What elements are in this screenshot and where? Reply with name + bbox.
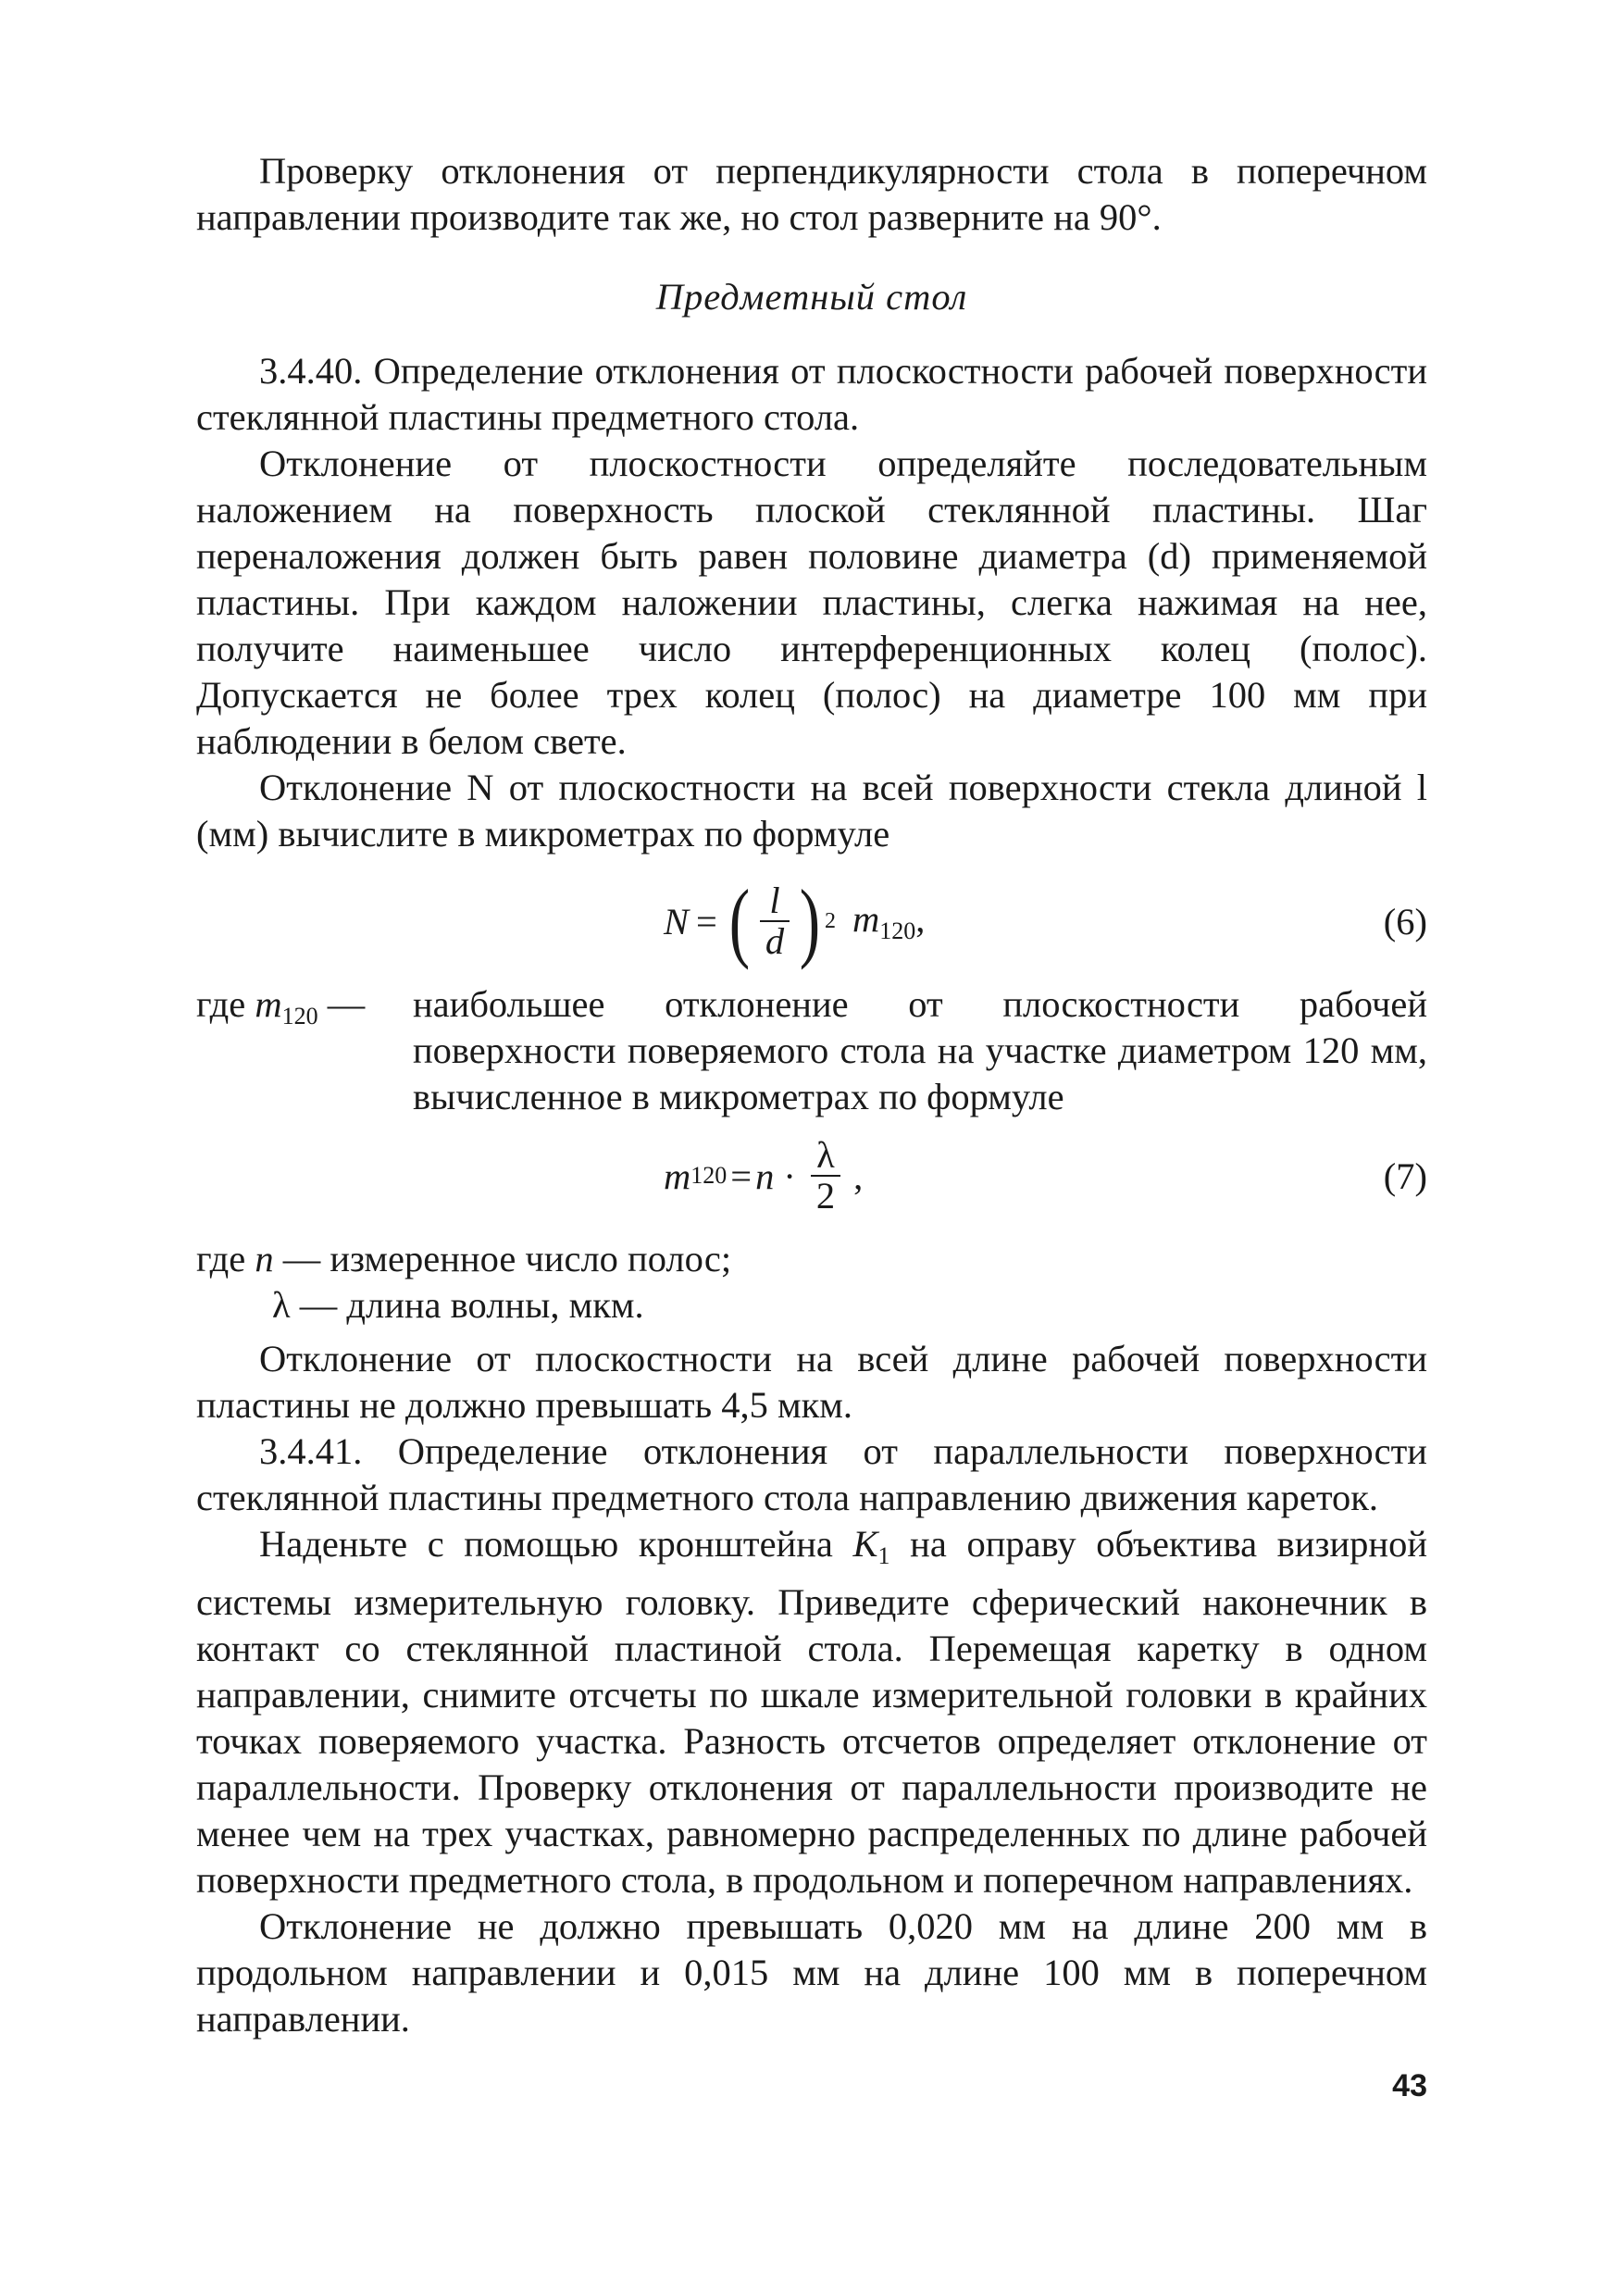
flatness-paragraph-1: Отклонение от плоскостности определяйте последовательным наложением на поверхность плоской стеклянной пластины. Шаг переналожения должен быть равен половине диаметра (d) применяемой пластины. При каждом наложении пластины, слегка нажимая на нее, получите наименьшее число интерференционных колец (полос). Допускается не более трех колец (полос) на диаметре 100 мм при наблюдении в белом свете. xyxy=(196,443,1427,762)
clause-3-4-40: 3.4.40. Определение отклонения от плоскостности рабочей поверхности стеклянной пластины предметного стола. xyxy=(196,350,1427,438)
formula-6-m: m xyxy=(852,898,880,940)
where-m120-label: где $m_{120}$ — xyxy=(196,983,366,1029)
formula-7-dot: · xyxy=(783,1154,796,1197)
formula-6-frac-bottom: d xyxy=(760,920,790,961)
formula-7-m-sub: 120 xyxy=(690,1162,728,1189)
page-number: 43 xyxy=(1392,2068,1427,2103)
formula-6-fraction xyxy=(760,881,790,961)
formula-7-frac-bottom: 2 xyxy=(811,1175,840,1216)
formula-6 xyxy=(196,866,1427,977)
formula-6-power: 2 xyxy=(825,908,837,933)
formula-7-eq: = xyxy=(730,1154,753,1197)
intro-paragraph: Проверку отклонения от перпендикулярности стола в поперечном направлении производите так же, но стол разверните на 90°. xyxy=(196,150,1427,238)
formula-6-frac-top: l xyxy=(769,880,780,921)
formula-6-tail: , xyxy=(915,898,926,940)
parallelism-paragraph-2: Отклонение не должно превышать 0,020 мм на длине 200 мм в продольном направлении и 0,015 мм на длине 100 мм в поперечном направлении. xyxy=(196,1905,1427,2040)
formula-6-number: (6) xyxy=(1383,900,1427,942)
flatness-paragraph-2: Отклонение N от плоскостности на всей поверхности стекла длиной l (мм) вычислите в микрометрах по формуле xyxy=(196,767,1427,855)
parallelism-paragraph-1: Наденьте с помощью кронштейна $K_1$ на оправу объектива визирной системы измерительную головку. Приведите сферический наконечник в контакт со стеклянной пластиной стола. Перемещая каретку в одном направлении, снимите отсчеты по шкале измерительной головки в крайних точках поверяемого участка. Разность отсчетов определяет отклонение от параллельности. Проверку отклонения от параллельности производите не менее чем на трех участках, равномерно распределенных по длине рабочей поверхности предметного стола, в продольном и поперечном направлениях. xyxy=(196,1523,1427,1901)
formula-7 xyxy=(196,1120,1427,1231)
where-n-lambda xyxy=(196,1236,731,1329)
flatness-paragraph-3: Отклонение от плоскостности на всей длине рабочей поверхности пластины не должно превышать 4,5 мкм. xyxy=(196,1338,1427,1426)
where-n-line: где n — измеренное число полос; xyxy=(196,1238,732,1279)
formula-7-fraction xyxy=(811,1136,840,1216)
formula-6-open-paren: ( xyxy=(728,871,751,970)
formula-7-m: m xyxy=(664,1154,691,1197)
where-lambda-line: λ — длина волны, мкм. xyxy=(272,1284,644,1326)
formula-6-eq: = xyxy=(696,900,717,942)
formula-7-tail: , xyxy=(853,1154,864,1197)
formula-7-n: n xyxy=(755,1154,775,1197)
where-m120-text: наибольшее отклонение от плоскостности рабочей поверхности поверяемого стола на участке диаметром 120 мм, вычисленное в микрометрах по формуле xyxy=(413,983,1427,1117)
formula-6-close-paren: ) xyxy=(799,871,821,970)
formula-6-m-sub: 120 xyxy=(879,917,916,944)
formula-7-frac-top: λ xyxy=(816,1134,835,1176)
formula-6-lhs: N xyxy=(664,900,690,942)
text-block-top xyxy=(196,148,1427,857)
text-block-bottom xyxy=(196,1336,1427,2042)
formula-7-number: (7) xyxy=(1383,1154,1427,1197)
section-heading: Предметный стол xyxy=(655,276,968,318)
clause-3-4-41: 3.4.41. Определение отклонения от параллельности поверхности стеклянной пластины предметного стола направлению движения кареток. xyxy=(196,1430,1427,1518)
where-m120 xyxy=(196,981,1427,1120)
